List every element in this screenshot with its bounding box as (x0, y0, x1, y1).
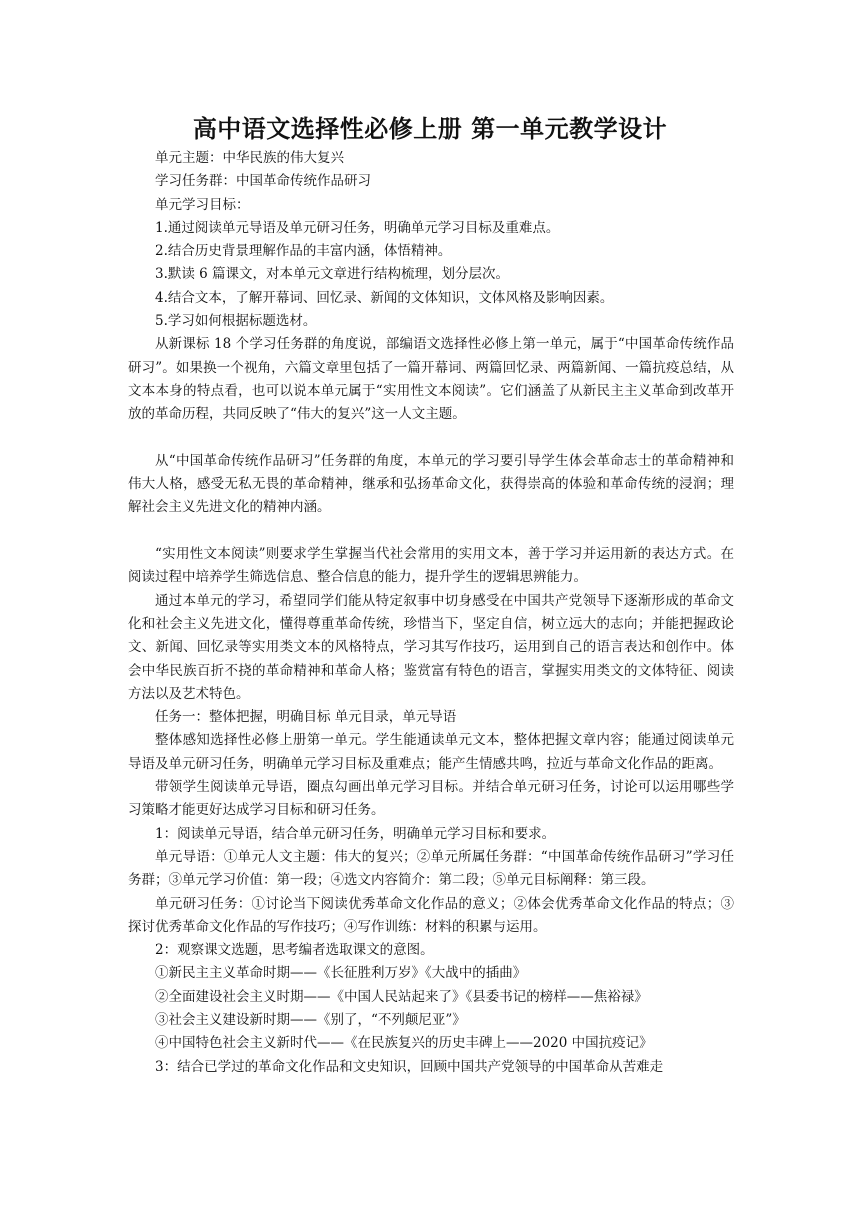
unit-theme-line: 单元主题：中华民族的伟大复兴 (155, 150, 344, 166)
objective-item: 3.默读 6 篇课文，对本单元文章进行结构梳理，划分层次。 (155, 266, 510, 283)
list-item: ③社会主义建设新时期——《别了，“不列颠尼亚”》 (155, 1011, 466, 1028)
document-body (128, 147, 734, 1079)
objectives-heading: 单元学习目标： (155, 196, 250, 213)
objective-item: 1.通过阅读单元导语及单元研习任务，明确单元学习目标及重难点。 (155, 219, 560, 236)
body-paragraph: 单元研习任务：①讨论当下阅读优秀革命文化作品的意义；②体会优秀革命文化作品的特点；③探讨优秀革命文化作品的写作技巧；④写作训练：材料的积累与运用。 (128, 895, 734, 935)
list-item: ④中国特色社会主义新时代——《在民族复兴的历史丰碑上——2020 中国抗疫记》 (155, 1035, 653, 1052)
step-heading: 1：阅读单元导语，结合单元研习任务，明确单元学习目标和要求。 (155, 825, 556, 842)
body-paragraph: 从新课标 18 个学习任务群的角度说，部编语文选择性必修上第一单元，属于“中国革命传统作品研习”。如果换一个视角，六篇文章里包括了一篇开幕词、两篇回忆录、两篇新闻、一篇抗疫总结，从文本本身的特点看，也可以说本单元属于“实用性文本阅读”。它们涵盖了从新民主主义革命到改革开放的革命历程，共同反映了“伟大的复兴”这一人文主题。 (128, 336, 734, 423)
body-paragraph: 整体感知选择性必修上册第一单元。学生能通读单元文本，整体把握文章内容；能通过阅读单元导语及单元研习任务，明确单元学习目标及重难点；能产生情感共鸣，拉近与革命文化作品的距离。 (128, 732, 734, 772)
objective-item: 4.结合文本，了解开幕词、回忆录、新闻的文体知识，文体风格及影响因素。 (155, 289, 614, 306)
objective-item: 5.学习如何根据标题选材。 (155, 313, 317, 330)
step-heading: 3：结合已学过的革命文化作品和文史知识，回顾中国共产党领导的中国革命从苦难走 (155, 1058, 664, 1075)
objective-item: 2.结合历史背景理解作品的丰富内涵，体悟精神。 (155, 243, 452, 260)
body-paragraph: 带领学生阅读单元导语，圈点勾画出单元学习目标。并结合单元研习任务，讨论可以运用哪些学习策略才能更好达成学习目标和研习任务。 (128, 779, 734, 819)
list-item: ②全面建设社会主义时期——《中国人民站起来了》《县委书记的榜样——焦裕禄》 (155, 988, 648, 1005)
body-paragraph: 从“中国革命传统作品研习”任务群的角度，本单元的学习要引导学生体会革命志士的革命精神和伟大人格，感受无私无畏的革命精神，继承和弘扬革命文化，获得崇高的体验和革命传统的浸润；理解社会主义先进文化的精神内涵。 (128, 452, 734, 516)
body-paragraph: 通过本单元的学习，希望同学们能从特定叙事中切身感受在中国共产党领导下逐渐形成的革命文化和社会主义先进文化，懂得尊重革命传统，珍惜当下，坚定自信，树立远大的志向；并能把握政论文、新闻、回忆录等实用类文本的风格特点，学习其写作技巧，运用到自己的语言表达和创作中。体会中华民族百折不挠的革命精神和革命人格；鉴赏富有特色的语言，掌握实用类文的文体特征、阅读方法以及艺术特色。 (128, 592, 734, 702)
body-paragraph: “实用性文本阅读”则要求学生掌握当代社会常用的实用文本，善于学习并运用新的表达方式。在阅读过程中培养学生筛选信息、整合信息的能力，提升学生的逻辑思辨能力。 (128, 546, 734, 586)
document-title: 高中语文选择性必修上册 第一单元教学设计 (192, 115, 668, 143)
task-group-line: 学习任务群：中国革命传统作品研习 (155, 173, 371, 190)
body-paragraph: 单元导语：①单元人文主题：伟大的复兴；②单元所属任务群：“中国革命传统作品研习”学习任务群；③单元学习价值：第一段；④选文内容简介：第二段；⑤单元目标阐释：第三段。 (128, 848, 734, 889)
list-item: ①新民主主义革命时期——《长征胜利万岁》《大战中的插曲》 (155, 965, 527, 982)
step-heading: 2：观察课文选题，思考编者选取课文的意图。 (155, 942, 434, 959)
task-heading: 任务一：整体把握，明确目标 单元目录，单元导语 (155, 709, 457, 726)
